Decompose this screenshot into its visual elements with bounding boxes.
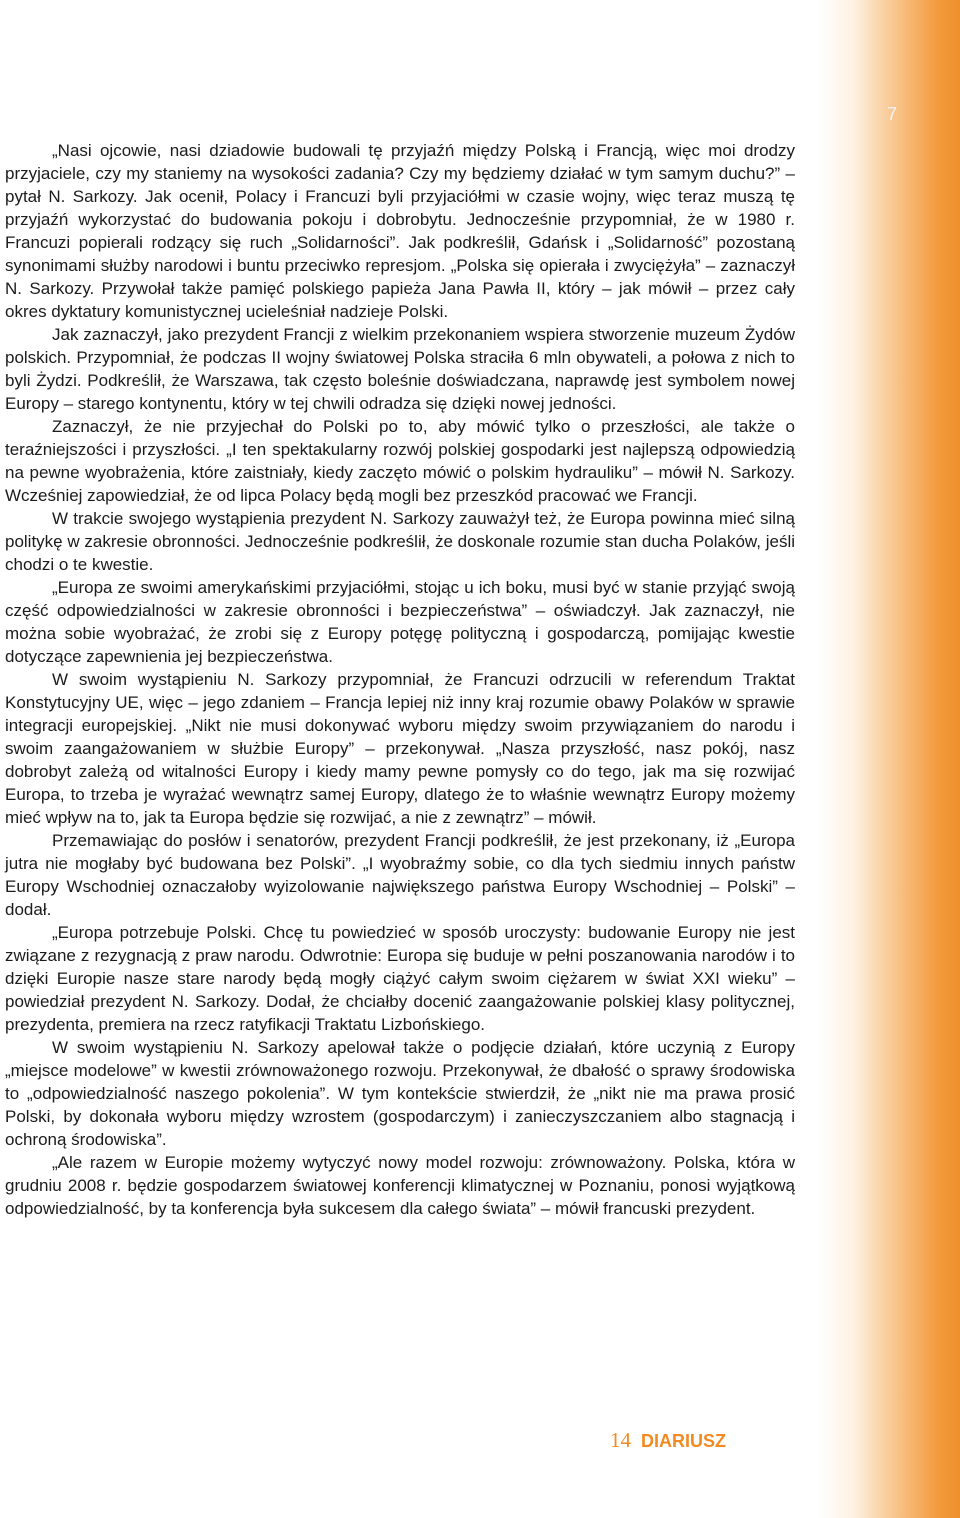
paragraph: „Europa ze swoimi amerykańskimi przyjaciółmi, stojąc u ich boku, musi być w stanie przyjąć swoją część odpowiedzialności w zakresie obronności i bezpieczeństwa” – oświadczył. Jak zaznaczył, nie można sobie wyobrażać, że zrobi się z Europy potęgę polityczną i gospodarczą, pomijając kwestie dotyczące zapewnienia jej bezpieczeństwa. [5,578,795,666]
publication-title-secondary: SENATU [740,1431,813,1451]
decorative-side-band [818,0,960,1518]
paragraph: „Ale razem w Europie możemy wytyczyć nowy model rozwoju: zrównoważony. Polska, która w grudniu 2008 r. będzie gospodarzem światowej konferencji klimatycznej w Poznaniu, ponosi wyjątkową odpowiedzialność, by ta konferencja była sukcesem dla całego świata” – mówił francuski prezydent. [5,1153,795,1218]
footer-folio: 14 [610,1428,631,1452]
paragraph: „Europa potrzebuje Polski. Chcę tu powiedzieć w sposób uroczysty: budowanie Europy nie jest związane z rezygnacją z praw narodu. Odwrotnie: Europa się buduje w pełni poszanowania narodów i to dzięki Europie nasze stare narody będą mogły ciążyć całym swoim ciężarem w świat XXI wieku” – powiedział prezydent N. Sarkozy. Dodał, że chciałby docenić zaangażowanie polskiej klasy politycznej, prezydenta, premiera na rzecz ratyfikacji Traktatu Lizbońskiego. [5,923,795,1034]
paragraph: Przemawiając do posłów i senatorów, prezydent Francji podkreślił, że jest przekonany, iż „Europa jutra nie mogłaby być budowana bez Polski”. „I wyobraźmy sobie, co dla tych siedmiu innych państw Europy Wschodniej oznaczałoby wyizolowanie największego państwa Europy Wschodniej – Polski” – dodał. [5,831,795,919]
paragraph: „Nasi ojcowie, nasi dziadowie budowali tę przyjaźń między Polską i Francją, więc moi drodzy przyjaciele, czy my staniemy na wysokości zadania? Czy my będziemy działać w tym samym duchu?” – pytał N. Sarkozy. Jak ocenił, Polacy i Francuzi byli przyjaciółmi w czasie wojny, więc teraz muszą tę przyjaźń wykorzystać do budowania pokoju i dobrobytu. Jednocześnie przypomniał, że w 1980 r. Francuzi popierali rodzący się ruch „Solidarności”. Jak podkreślił, Gdańsk i „Solidarność” pozostaną synonimami służby narodowi i buntu przeciwko represjom. „Polska się opierała i zwyciężyła” – zaznaczył N. Sarkozy. Przywołał także pamięć polskiego papieża Jana Pawła II, który – jak mówił – przez cały okres dyktatury komunistycznej ucieleśniał nadzieje Polski. [5,141,795,321]
paragraph: Jak zaznaczył, jako prezydent Francji z wielkim przekonaniem wspiera stworzenie muzeum Żydów polskich. Przypomniał, że podczas II wojny światowej Polska straciła 6 mln obywateli, a połowa z nich to byli Żydzi. Podkreślił, że Warszawa, tak często boleśnie doświadczana, naprawdę jest symbolem nowej Europy – starego kontynentu, który w tej chwili odradza się dzięki nowej jedności. [5,325,795,413]
paragraph: W trakcie swojego wystąpienia prezydent N. Sarkozy zauważył też, że Europa powinna mieć silną politykę w zakresie obronności. Jednocześnie podkreślił, że doskonale rozumie stan ducha Polaków, jeśli chodzi o te kwestie. [5,509,795,574]
paragraph: W swoim wystąpieniu N. Sarkozy przypomniał, że Francuzi odrzucili w referendum Traktat Konstytucyjny UE, więc – jego zdaniem – Francja lepiej niż inny kraj rozumie obawy Polaków w sprawie integracji europejskiej. „Nikt nie musi dokonywać wyboru między swoim przywiązaniem do narodu i swoim zaangażowaniem w służbie Europy” – przekonywał. „Nasza przyszłość, nasz pokój, nasz dobrobyt zależą od witalności Europy i kiedy mamy pewne pomysły co do tego, jak ma się rozwijać Europa, to trzeba je wyrażać wewnątrz samej Europy, dlatego że to właśnie wewnątrz Europy możemy mieć wpływ na to, jak ta Europa będzie się rozwijać, a nie z zewnątrz” – mówił. [5,670,795,827]
footer [610,1428,813,1458]
paragraph: W swoim wystąpieniu N. Sarkozy apelował także o podjęcie działań, które uczynią z Europy „miejsce modelowe” w kwestii zrównoważonego rozwoju. Przekonywał, że dbałość o sprawy środowiska to „odpowiedzialność naszego pokolenia”. W tym kontekście stwierdził, że „nikt nie ma prawa prosić Polski, by dokonała wyboru między wzrostem (gospodarczym) i zanieczyszczaniem albo stagnacją i ochroną środowiska”. [5,1038,795,1149]
publication-title-primary: DIARIUSZ [641,1431,726,1451]
page-number: 7 [886,104,897,124]
article-body [5,139,795,1220]
paragraph: Zaznaczył, że nie przyjechał do Polski po to, aby mówić tylko o przeszłości, ale także o teraźniejszości i przyszłości. „I ten spektakularny rozwój polskiej gospodarki jest najlepszą odpowiedzią na pewne wyobrażenia, które zaistniały, kiedy zaczęto mówić o polskim hydrauliku” – mówił N. Sarkozy. Wcześniej zapowiedział, że od lipca Polacy będą mogli bez przeszkód pracować we Francji. [5,417,795,505]
